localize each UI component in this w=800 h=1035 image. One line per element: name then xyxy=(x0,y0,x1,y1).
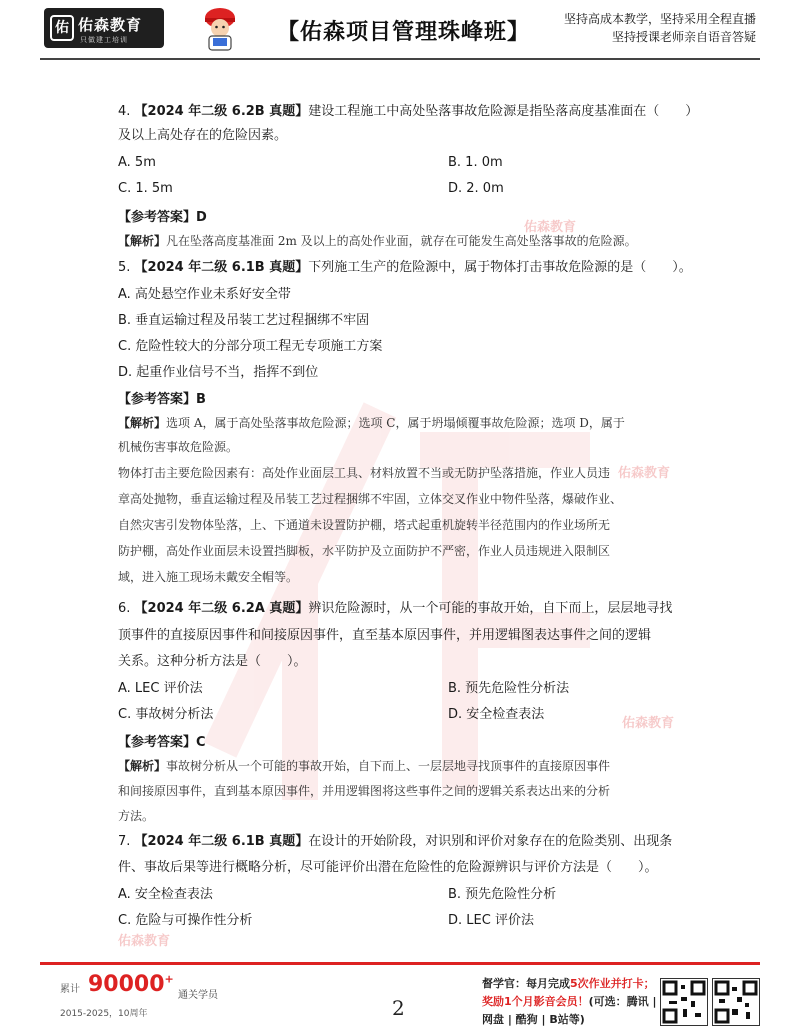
student-count xyxy=(88,972,174,997)
explanation-line: 物体打击主要危险因素有：高处作业面层工具、材料放置不当或无防护坠落措施，作业人员违 xyxy=(118,466,611,480)
explanation-line: 防护棚，高处作业面层未设置挡脚板，水平防护及立面防护不严密，作业人员违规进入限制区 xyxy=(118,544,611,558)
explanation-line: 域，进入施工现场未戴安全帽等。 xyxy=(118,570,299,584)
question-5 xyxy=(118,258,692,278)
watermark-text: 佑森教育 xyxy=(118,934,171,949)
option-d: D. LEC 评价法 xyxy=(448,913,534,928)
option-a: A. 高处悬空作业未系好安全带 xyxy=(118,287,291,302)
explanation-line: 机械伤害事故危险源。 xyxy=(118,440,239,454)
student-count-plus: + xyxy=(164,972,174,986)
question-tag: 【2024 年二级 6.2B 真题】 xyxy=(134,104,309,119)
option-b: B. 垂直运输过程及吊装工艺过程捆绑不牢固 xyxy=(118,313,370,328)
footer-years: 2015-2025，10周年 xyxy=(60,1009,148,1019)
question-text-line: 关系。这种分析方法是（ ）。 xyxy=(118,654,307,669)
explanation-line: 事故树分析从一个可能的事故开始，自下而上、一层层地寻找顶事件的直接原因事件 xyxy=(166,759,611,773)
promo-text: (可选：腾讯 | xyxy=(588,995,657,1008)
explanation-line: 自然灾害引发物体坠落，上、下通道未设置防护棚，塔式起重机旋转半径范围内的作业场所无 xyxy=(118,518,611,532)
explanation xyxy=(118,231,637,251)
question-4 xyxy=(118,102,698,122)
explanation-label: 【解析】 xyxy=(118,234,167,248)
option-c: C. 事故树分析法 xyxy=(118,707,214,722)
option-b: B. 1. 0m xyxy=(448,155,503,170)
explanation-line: 选项 A，属于高处坠落事故危险源；选项 C，属于坍塌倾覆事故危险源；选项 D，属于 xyxy=(166,416,625,430)
explanation xyxy=(118,756,610,776)
question-tag: 【2024 年二级 6.1B 真题】 xyxy=(134,834,309,849)
question-text: 在设计的开始阶段，对识别和评价对象存在的危险类别、出现条 xyxy=(308,834,673,849)
logo-mark: 佑 xyxy=(50,15,74,41)
question-text-line: 顶事件的直接原因事件和间接原因事件，直至基本原因事件，并用逻辑图表达事件之间的逻辑 xyxy=(118,628,652,643)
header-divider xyxy=(40,58,760,60)
explanation-label: 【解析】 xyxy=(118,416,167,430)
question-text: 下列施工生产的危险源中，属于物体打击事故危险源的是（ ）。 xyxy=(308,260,692,275)
answer-value: D xyxy=(196,210,207,225)
footer-divider xyxy=(40,962,760,965)
brand-logo xyxy=(44,8,164,48)
logo-text: 佑森教育 xyxy=(78,16,143,34)
explanation-line: 和间接原因事件，直到基本原因事件，并用逻辑图将这些事件之间的逻辑关系表达出来的分析 xyxy=(118,784,611,798)
option-d: D. 2. 0m xyxy=(448,181,504,196)
explanation-line: 章高处抛物，垂直运输过程及吊装工艺过程捆绑不牢固，立体交叉作业中物件坠落，爆破作业、 xyxy=(118,492,623,506)
header-slogan-line1: 坚持高成本教学，坚持采用全程直播 xyxy=(563,12,756,26)
question-number: 7. xyxy=(118,834,131,849)
question-tag: 【2024 年二级 6.1B 真题】 xyxy=(134,260,309,275)
header-title: 【佑森项目管理珠峰班】 xyxy=(277,20,531,45)
question-number: 6. xyxy=(118,601,131,616)
question-text: 辨识危险源时，从一个可能的事故开始，自下而上，层层地寻找 xyxy=(308,601,673,616)
option-c: C. 危险与可操作性分析 xyxy=(118,913,253,928)
reference-answer xyxy=(118,206,207,225)
question-text-line: 件、事故后果等进行概略分析，尽可能评价出潜在危险性的危险源辨识与评价方法是（ ）。 xyxy=(118,860,658,875)
option-c: C. 危险性较大的分部分项工程无专项施工方案 xyxy=(118,339,383,354)
option-b: B. 预先危险性分析 xyxy=(448,887,557,902)
option-a: A. 安全检查表法 xyxy=(118,887,213,902)
footer-prefix: 累计 xyxy=(60,984,80,995)
watermark-text: 佑森教育 xyxy=(618,466,671,481)
explanation-label: 【解析】 xyxy=(118,759,167,773)
question-text-line: 及以上高处存在的危险因素。 xyxy=(118,128,288,143)
answer-label: 【参考答案】 xyxy=(118,735,197,750)
option-d: D. 起重作业信号不当，指挥不到位 xyxy=(118,365,319,380)
option-a: A. LEC 评价法 xyxy=(118,681,203,696)
promo-highlight: 5次作业并打卡； xyxy=(570,977,655,990)
qr-code-icon xyxy=(660,978,708,1026)
answer-label: 【参考答案】 xyxy=(118,392,197,407)
option-c: C. 1. 5m xyxy=(118,181,173,196)
footer-suffix: 通关学员 xyxy=(178,990,218,1001)
promo-highlight: 奖励1个月影音会员！ xyxy=(482,995,589,1008)
promo-text: 网盘 | 酷狗 | B站等) xyxy=(482,1013,585,1026)
mascot-icon xyxy=(196,4,244,52)
question-number: 4. xyxy=(118,104,131,119)
answer-label: 【参考答案】 xyxy=(118,210,197,225)
option-a: A. 5m xyxy=(118,155,156,170)
question-7 xyxy=(118,832,672,852)
footer-promo xyxy=(482,975,657,1029)
reference-answer xyxy=(118,731,206,750)
question-6 xyxy=(118,599,672,619)
explanation-line: 凡在坠落高度基准面 2m 及以上的高处作业面，就存在可能发生高处坠落事故的危险源。 xyxy=(166,234,637,248)
answer-value: B xyxy=(196,392,206,407)
header-slogan-line2: 坚持授课老师亲自语音答疑 xyxy=(611,30,756,44)
answer-value: C xyxy=(196,735,206,750)
explanation xyxy=(118,413,625,433)
student-count-number: 90000 xyxy=(88,972,165,997)
promo-text: 督学官：每月完成 xyxy=(482,977,570,990)
page-number: 2 xyxy=(392,996,405,1020)
question-text: 建设工程施工中高处坠落事故危险源是指坠落高度基准面在（ ） xyxy=(308,104,699,119)
header-slogan xyxy=(564,10,756,46)
explanation-line: 方法。 xyxy=(118,809,155,823)
option-d: D. 安全检查表法 xyxy=(448,707,545,722)
watermark-text: 佑森教育 xyxy=(622,716,675,731)
question-tag: 【2024 年二级 6.2A 真题】 xyxy=(134,601,309,616)
option-b: B. 预先危险性分析法 xyxy=(448,681,570,696)
qr-code-icon xyxy=(712,978,760,1026)
question-number: 5. xyxy=(118,260,131,275)
reference-answer xyxy=(118,388,206,407)
logo-subtitle: 只做建工培训 xyxy=(80,36,128,44)
watermark-text: 佑森教育 xyxy=(524,220,577,235)
